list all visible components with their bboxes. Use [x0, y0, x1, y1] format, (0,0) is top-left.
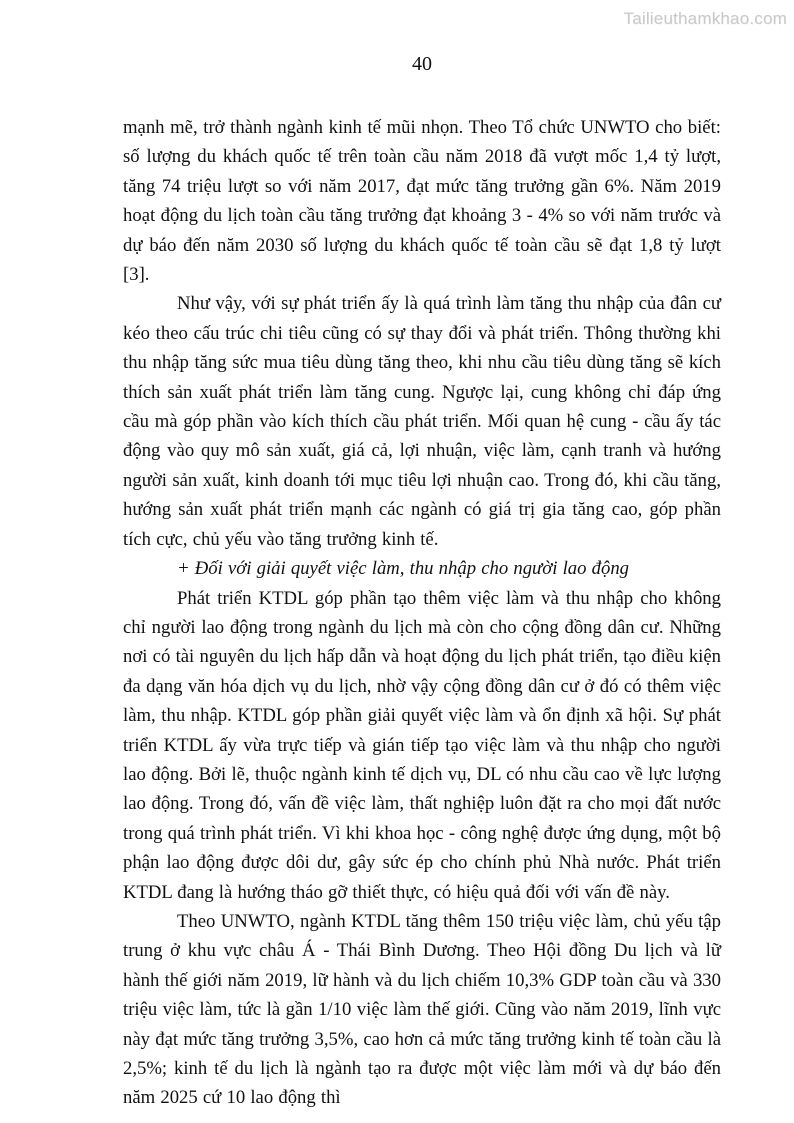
page-content	[123, 53, 721, 1113]
body-text	[123, 113, 721, 1113]
paragraph-tourism-growth: mạnh mẽ, trở thành ngành kinh tế mũi nhọn. Theo Tổ chức UNWTO cho biết: số lượng du khách quốc tế trên toàn cầu năm 2018 đã vượt mốc 1,4 tỷ lượt, tăng 74 triệu lượt so với năm 2017, đạt mức tăng trưởng gần 6%. Năm 2019 hoạt động du lịch toàn cầu tăng trưởng đạt khoảng 3 - 4% so với năm trước và dự báo đến năm 2030 số lượng du khách quốc tế toàn cầu sẽ đạt 1,8 tỷ lượt [3].	[123, 117, 721, 286]
paragraph-unwto-statistics: Theo UNWTO, ngành KTDL tăng thêm 150 triệu việc làm, chủ yếu tập trung ở khu vực châu Á - Thái Bình Dương. Theo Hội đồng Du lịch và lữ hành thế giới năm 2019, lữ hành và du lịch chiếm 10,3% GDP toàn cầu và 330 triệu việc làm, tức là gần 1/10 việc làm thế giới. Cũng vào năm 2019, lĩnh vực này đạt mức tăng trưởng 3,5%, cao hơn cả mức tăng trưởng kinh tế toàn cầu là 2,5%; kinh tế du lịch là ngành tạo ra được một việc làm mới và dự báo đến năm 2025 cứ 10 lao động thì	[123, 910, 721, 1109]
watermark-text: Tailieuthamkhao.com	[623, 9, 787, 28]
paragraph-ktdl-employment: Phát triển KTDL góp phần tạo thêm việc làm và thu nhập cho không chỉ người lao động trong ngành du lịch mà còn cho cộng đồng dân cư. Những nơi có tài nguyên du lịch hấp dẫn và hoạt động du lịch phát triển, tạo điều kiện đa dạng văn hóa dịch vụ du lịch, nhờ vậy cộng đồng dân cư ở đó có thêm việc làm, thu nhập. KTDL góp phần giải quyết việc làm và ổn định xã hội. Sự phát triển KTDL ấy vừa trực tiếp và gián tiếp tạo việc làm và thu nhập cho người lao động. Bởi lẽ, thuộc ngành kinh tế dịch vụ, DL có nhu cầu cao về lực lượng lao động. Trong đó, vấn đề việc làm, thất nghiệp luôn đặt ra cho mọi đất nước trong quá trình phát triển. Vì khi khoa học - công nghệ được ứng dụng, một bộ phận lao động được dôi dư, gây sức ép cho chính phủ Nhà nước. Phát triển KTDL đang là hướng tháo gỡ thiết thực, có hiệu quả đối với vấn đề này.	[123, 587, 721, 903]
page-number: 40	[412, 53, 432, 75]
paragraph-supply-demand: Như vậy, với sự phát triển ấy là quá trình làm tăng thu nhập của đân cư kéo theo cấu trúc chi tiêu cũng có sự thay đổi và phát triển. Thông thường khi thu nhập tăng sức mua tiêu dùng tăng theo, khi nhu cầu tiêu dùng tăng sẽ kích thích sản xuất phát triển làm tăng cung. Ngược lại, cung không chỉ đáp ứng cầu mà góp phần vào kích thích cầu phát triển. Mối quan hệ cung - cầu ấy tác động vào quy mô sản xuất, giá cả, lợi nhuận, việc làm, cạnh tranh và hướng người sản xuất, kinh doanh tới mục tiêu lợi nhuận cao. Trong đó, khi cầu tăng, hướng sản xuất phát triển mạnh các ngành có giá trị gia tăng cao, góp phần tích cực, chủ yếu vào tăng trưởng kinh tế.	[123, 293, 721, 550]
subheading-jobs-income: + Đối với giải quyết việc làm, thu nhập cho người lao động	[177, 558, 630, 580]
